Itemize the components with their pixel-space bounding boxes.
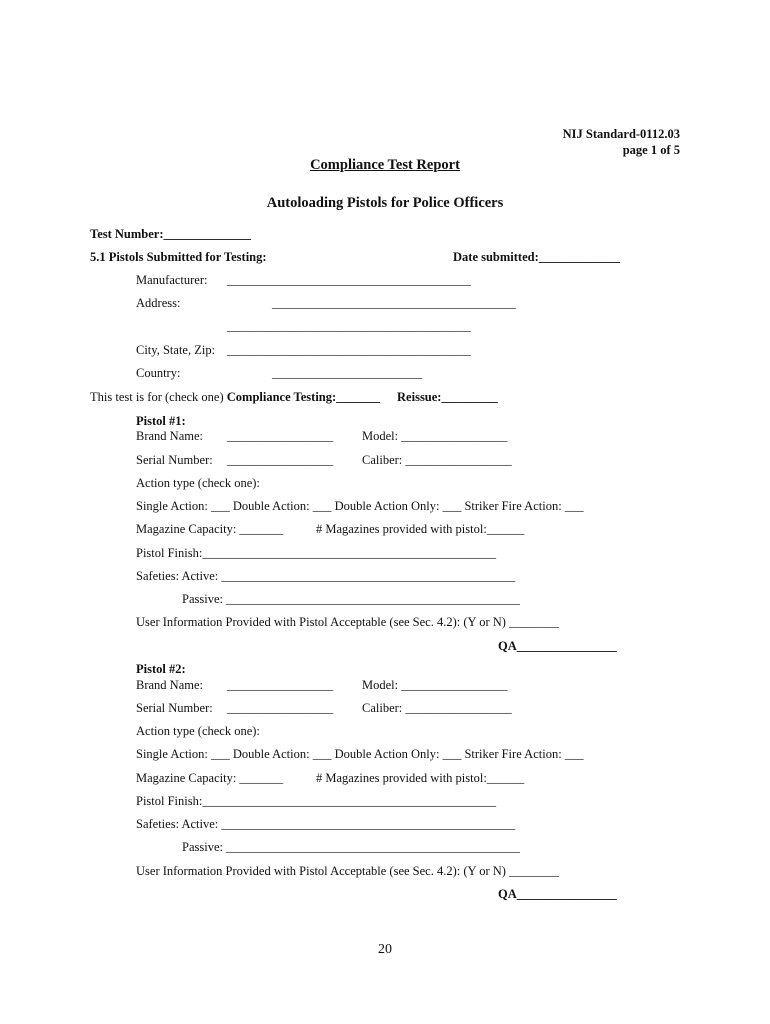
pistol-1-action-type-label: Action type (check one): — [136, 476, 260, 490]
pistol-1-serial-label: Serial Number: — [136, 453, 213, 467]
pistol-2-brand-label: Brand Name: — [136, 678, 203, 692]
check-one-prefix: This test is for (check one) — [90, 390, 224, 404]
pistol-1-brand-label: Brand Name: — [136, 429, 203, 443]
pistol-2-safeties-passive-field[interactable]: Passive: _______________________________________________ — [182, 840, 520, 854]
pistol-1-heading: Pistol #1: — [136, 414, 186, 428]
pistol-2-caliber-field[interactable]: Caliber: _________________ — [362, 701, 512, 715]
page-subtitle: Autoloading Pistols for Police Officers — [266, 195, 504, 211]
pistol-2-brand-field[interactable]: _________________ — [227, 678, 334, 692]
pistol-2-magazines-provided-field[interactable]: # Magazines provided with pistol:______ — [316, 771, 525, 785]
pistol-1-safeties-passive-field[interactable]: Passive: _______________________________________________ — [182, 592, 520, 606]
city-state-zip-label: City, State, Zip: — [136, 343, 216, 357]
pistol-2-qa-field[interactable]: QA________________ — [498, 887, 617, 901]
pistol-2-action-type-label: Action type (check one): — [136, 724, 260, 738]
date-submitted-field[interactable]: Date submitted:_____________ — [453, 250, 621, 264]
address-label: Address: — [136, 296, 181, 310]
section-heading: 5.1 Pistols Submitted for Testing: — [90, 250, 267, 264]
pistol-2-model-field[interactable]: Model: _________________ — [362, 678, 508, 692]
pistol-1-magazines-provided-field[interactable]: # Magazines provided with pistol:______ — [316, 522, 525, 536]
pistol-1-finish-field[interactable]: Pistol Finish:_______________________________________________ — [136, 546, 497, 560]
pistol-1-qa-field[interactable]: QA________________ — [498, 639, 617, 653]
pistol-1-serial-field[interactable]: _________________ — [227, 453, 334, 467]
pistol-2-heading: Pistol #2: — [136, 662, 186, 676]
footer-page-number: 20 — [378, 942, 392, 957]
page-title: Compliance Test Report — [310, 157, 460, 173]
pistol-2-safeties-active-field[interactable]: Safeties: Active: _______________________________________________ — [136, 817, 516, 831]
compliance-testing-field[interactable]: Compliance Testing:_______ — [226, 390, 380, 404]
standard-id: NIJ Standard-0112.03 — [562, 127, 680, 141]
manufacturer-field[interactable]: _______________________________________ — [227, 273, 471, 287]
country-label: Country: — [136, 366, 181, 380]
pistol-1-action-options[interactable]: Single Action: ___ Double Action: ___ Double Action Only: ___ Striker Fire Action: ___ — [136, 499, 584, 513]
reissue-field[interactable]: Reissue:_________ — [397, 390, 498, 404]
address-field-1[interactable]: _______________________________________ — [272, 296, 516, 310]
pistol-2-serial-field[interactable]: _________________ — [227, 701, 334, 715]
pistol-2-action-options[interactable]: Single Action: ___ Double Action: ___ Double Action Only: ___ Striker Fire Action: ___ — [136, 747, 584, 761]
pistol-1-safeties-active-field[interactable]: Safeties: Active: _______________________________________________ — [136, 569, 516, 583]
check-one-line — [90, 391, 498, 404]
page-indicator: page 1 of 5 — [622, 143, 680, 157]
pistol-2-magazine-capacity-field[interactable]: Magazine Capacity: _______ — [136, 771, 284, 785]
pistol-1-model-field[interactable]: Model: _________________ — [362, 429, 508, 443]
address-field-2[interactable]: _______________________________________ — [227, 319, 471, 333]
pistol-1-magazine-capacity-field[interactable]: Magazine Capacity: _______ — [136, 522, 284, 536]
city-state-zip-field[interactable]: _______________________________________ — [227, 343, 471, 357]
pistol-2-finish-field[interactable]: Pistol Finish:_______________________________________________ — [136, 794, 497, 808]
country-field[interactable]: ________________________ — [272, 366, 422, 380]
manufacturer-label: Manufacturer: — [136, 273, 208, 287]
test-number-field[interactable]: Test Number:______________ — [90, 227, 251, 241]
pistol-1-caliber-field[interactable]: Caliber: _________________ — [362, 453, 512, 467]
pistol-1-user-info-field[interactable]: User Information Provided with Pistol Acceptable (see Sec. 4.2): (Y or N) ________ — [136, 615, 560, 629]
pistol-2-user-info-field[interactable]: User Information Provided with Pistol Acceptable (see Sec. 4.2): (Y or N) ________ — [136, 864, 560, 878]
pistol-2-serial-label: Serial Number: — [136, 701, 213, 715]
pistol-1-brand-field[interactable]: _________________ — [227, 429, 334, 443]
